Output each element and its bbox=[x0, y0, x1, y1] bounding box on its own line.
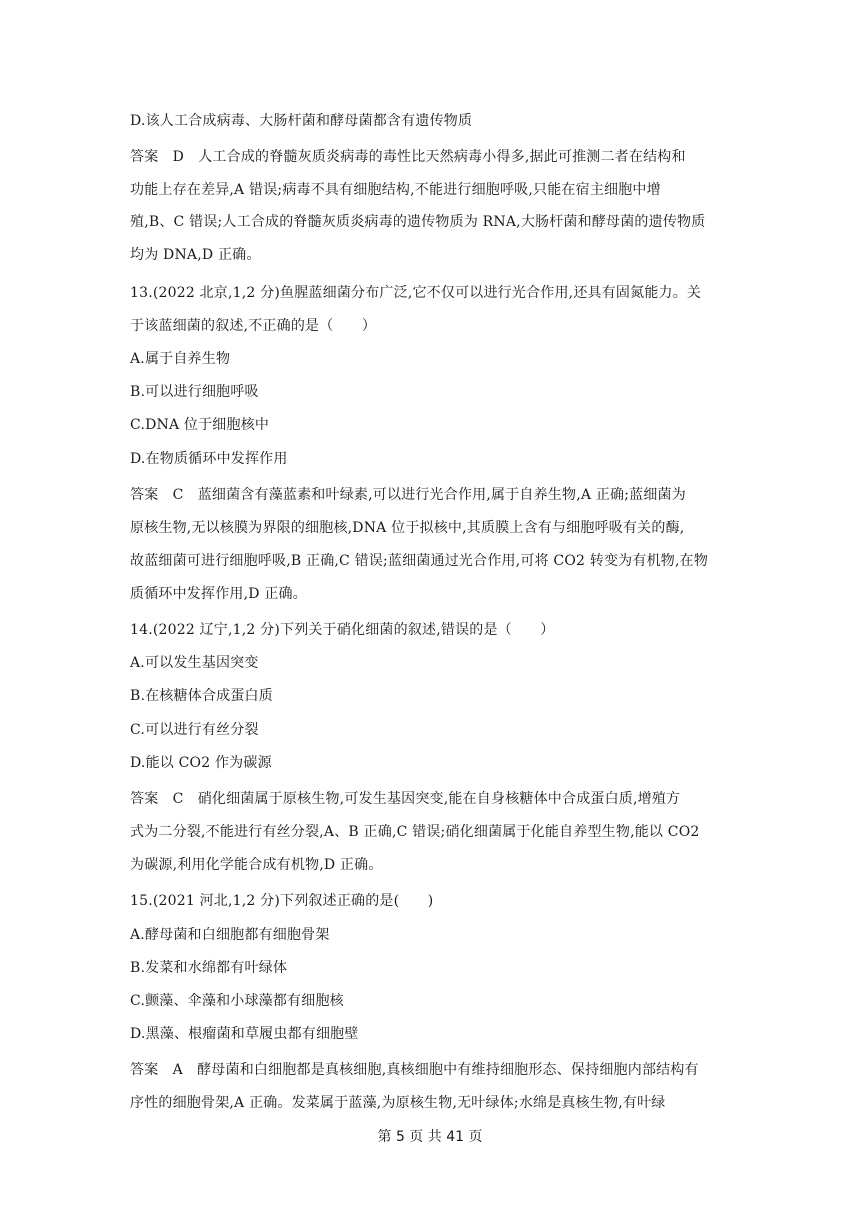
text-line: 殖,B、C 错误;人工合成的脊髓灰质炎病毒的遗传物质为 RNA,大肠杆菌和酵母菌的遗传物质 bbox=[130, 214, 706, 230]
option-a: A.可以发生基因突变 bbox=[130, 655, 259, 671]
text-line: D.该人工合成病毒、大肠杆菌和酵母菌都含有遗传物质 bbox=[130, 113, 473, 129]
question-15-line: 15.(2021 河北,1,2 分)下列叙述正确的是( ) bbox=[130, 893, 434, 909]
option-b: B.可以进行细胞呼吸 bbox=[130, 384, 259, 400]
option-d: D.在物质循环中发挥作用 bbox=[130, 451, 288, 467]
option-a: A.属于自养生物 bbox=[130, 351, 231, 367]
answer-15-line: 答案 A 酵母菌和白细胞都是真核细胞,真核细胞中有维持细胞形态、保持细胞内部结构有 bbox=[130, 1062, 699, 1078]
answer-13-line: 质循环中发挥作用,D 正确。 bbox=[130, 586, 307, 602]
option-d: D.能以 CO2 作为碳源 bbox=[130, 755, 272, 771]
text-line: 功能上存在差异,A 错误;病毒不具有细胞结构,不能进行细胞呼吸,只能在宿主细胞中增 bbox=[130, 182, 661, 198]
answer-14-line: 答案 C 硝化细菌属于原核生物,可发生基因突变,能在自身核糖体中合成蛋白质,增殖方 bbox=[130, 791, 681, 807]
page-number-footer: 第 5 页 共 41 页 bbox=[377, 1129, 483, 1145]
option-c: C.可以进行有丝分裂 bbox=[130, 722, 259, 738]
question-13-line: 于该蓝细菌的叙述,不正确的是（ ） bbox=[130, 318, 377, 334]
answer-15-line: 序性的细胞骨架,A 正确。发菜属于蓝藻,为原核生物,无叶绿体;水绵是真核生物,有叶绿 bbox=[130, 1095, 666, 1111]
text-line: 均为 DNA,D 正确。 bbox=[130, 247, 261, 263]
option-d: D.黑藻、根瘤菌和草履虫都有细胞壁 bbox=[130, 1026, 359, 1042]
answer-14-line: 为碳源,利用化学能合成有机物,D 正确。 bbox=[130, 857, 383, 873]
option-c: C.DNA 位于细胞核中 bbox=[130, 417, 270, 433]
option-c: C.颤藻、伞藻和小球藻都有细胞核 bbox=[130, 993, 344, 1009]
option-b: B.发菜和水绵都有叶绿体 bbox=[130, 960, 288, 976]
question-13-line: 13.(2022 北京,1,2 分)鱼腥蓝细菌分布广泛,它不仅可以进行光合作用,还具有固氮能力。关 bbox=[130, 285, 702, 301]
option-a: A.酵母菌和白细胞都有细胞骨架 bbox=[130, 927, 330, 943]
text-line: 答案 D 人工合成的脊髓灰质炎病毒的毒性比天然病毒小得多,据此可推测二者在结构和 bbox=[130, 149, 686, 165]
answer-13-line: 故蓝细菌可进行细胞呼吸,B 正确,C 错误;蓝细菌通过光合作用,可将 CO2 转变为有机物,在物 bbox=[130, 553, 709, 569]
answer-14-line: 式为二分裂,不能进行有丝分裂,A、B 正确,C 错误;硝化细菌属于化能自养型生物,能以 CO2 bbox=[130, 824, 700, 840]
question-14-line: 14.(2022 辽宁,1,2 分)下列关于硝化细菌的叙述,错误的是（ ） bbox=[130, 622, 555, 638]
answer-13-line: 答案 C 蓝细菌含有藻蓝素和叶绿素,可以进行光合作用,属于自养生物,A 正确;蓝细菌为 bbox=[130, 487, 686, 503]
answer-13-line: 原核生物,无以核膜为界限的细胞核,DNA 位于拟核中,其质膜上含有与细胞呼吸有关的酶, bbox=[130, 520, 685, 536]
option-b: B.在核糖体合成蛋白质 bbox=[130, 688, 273, 704]
